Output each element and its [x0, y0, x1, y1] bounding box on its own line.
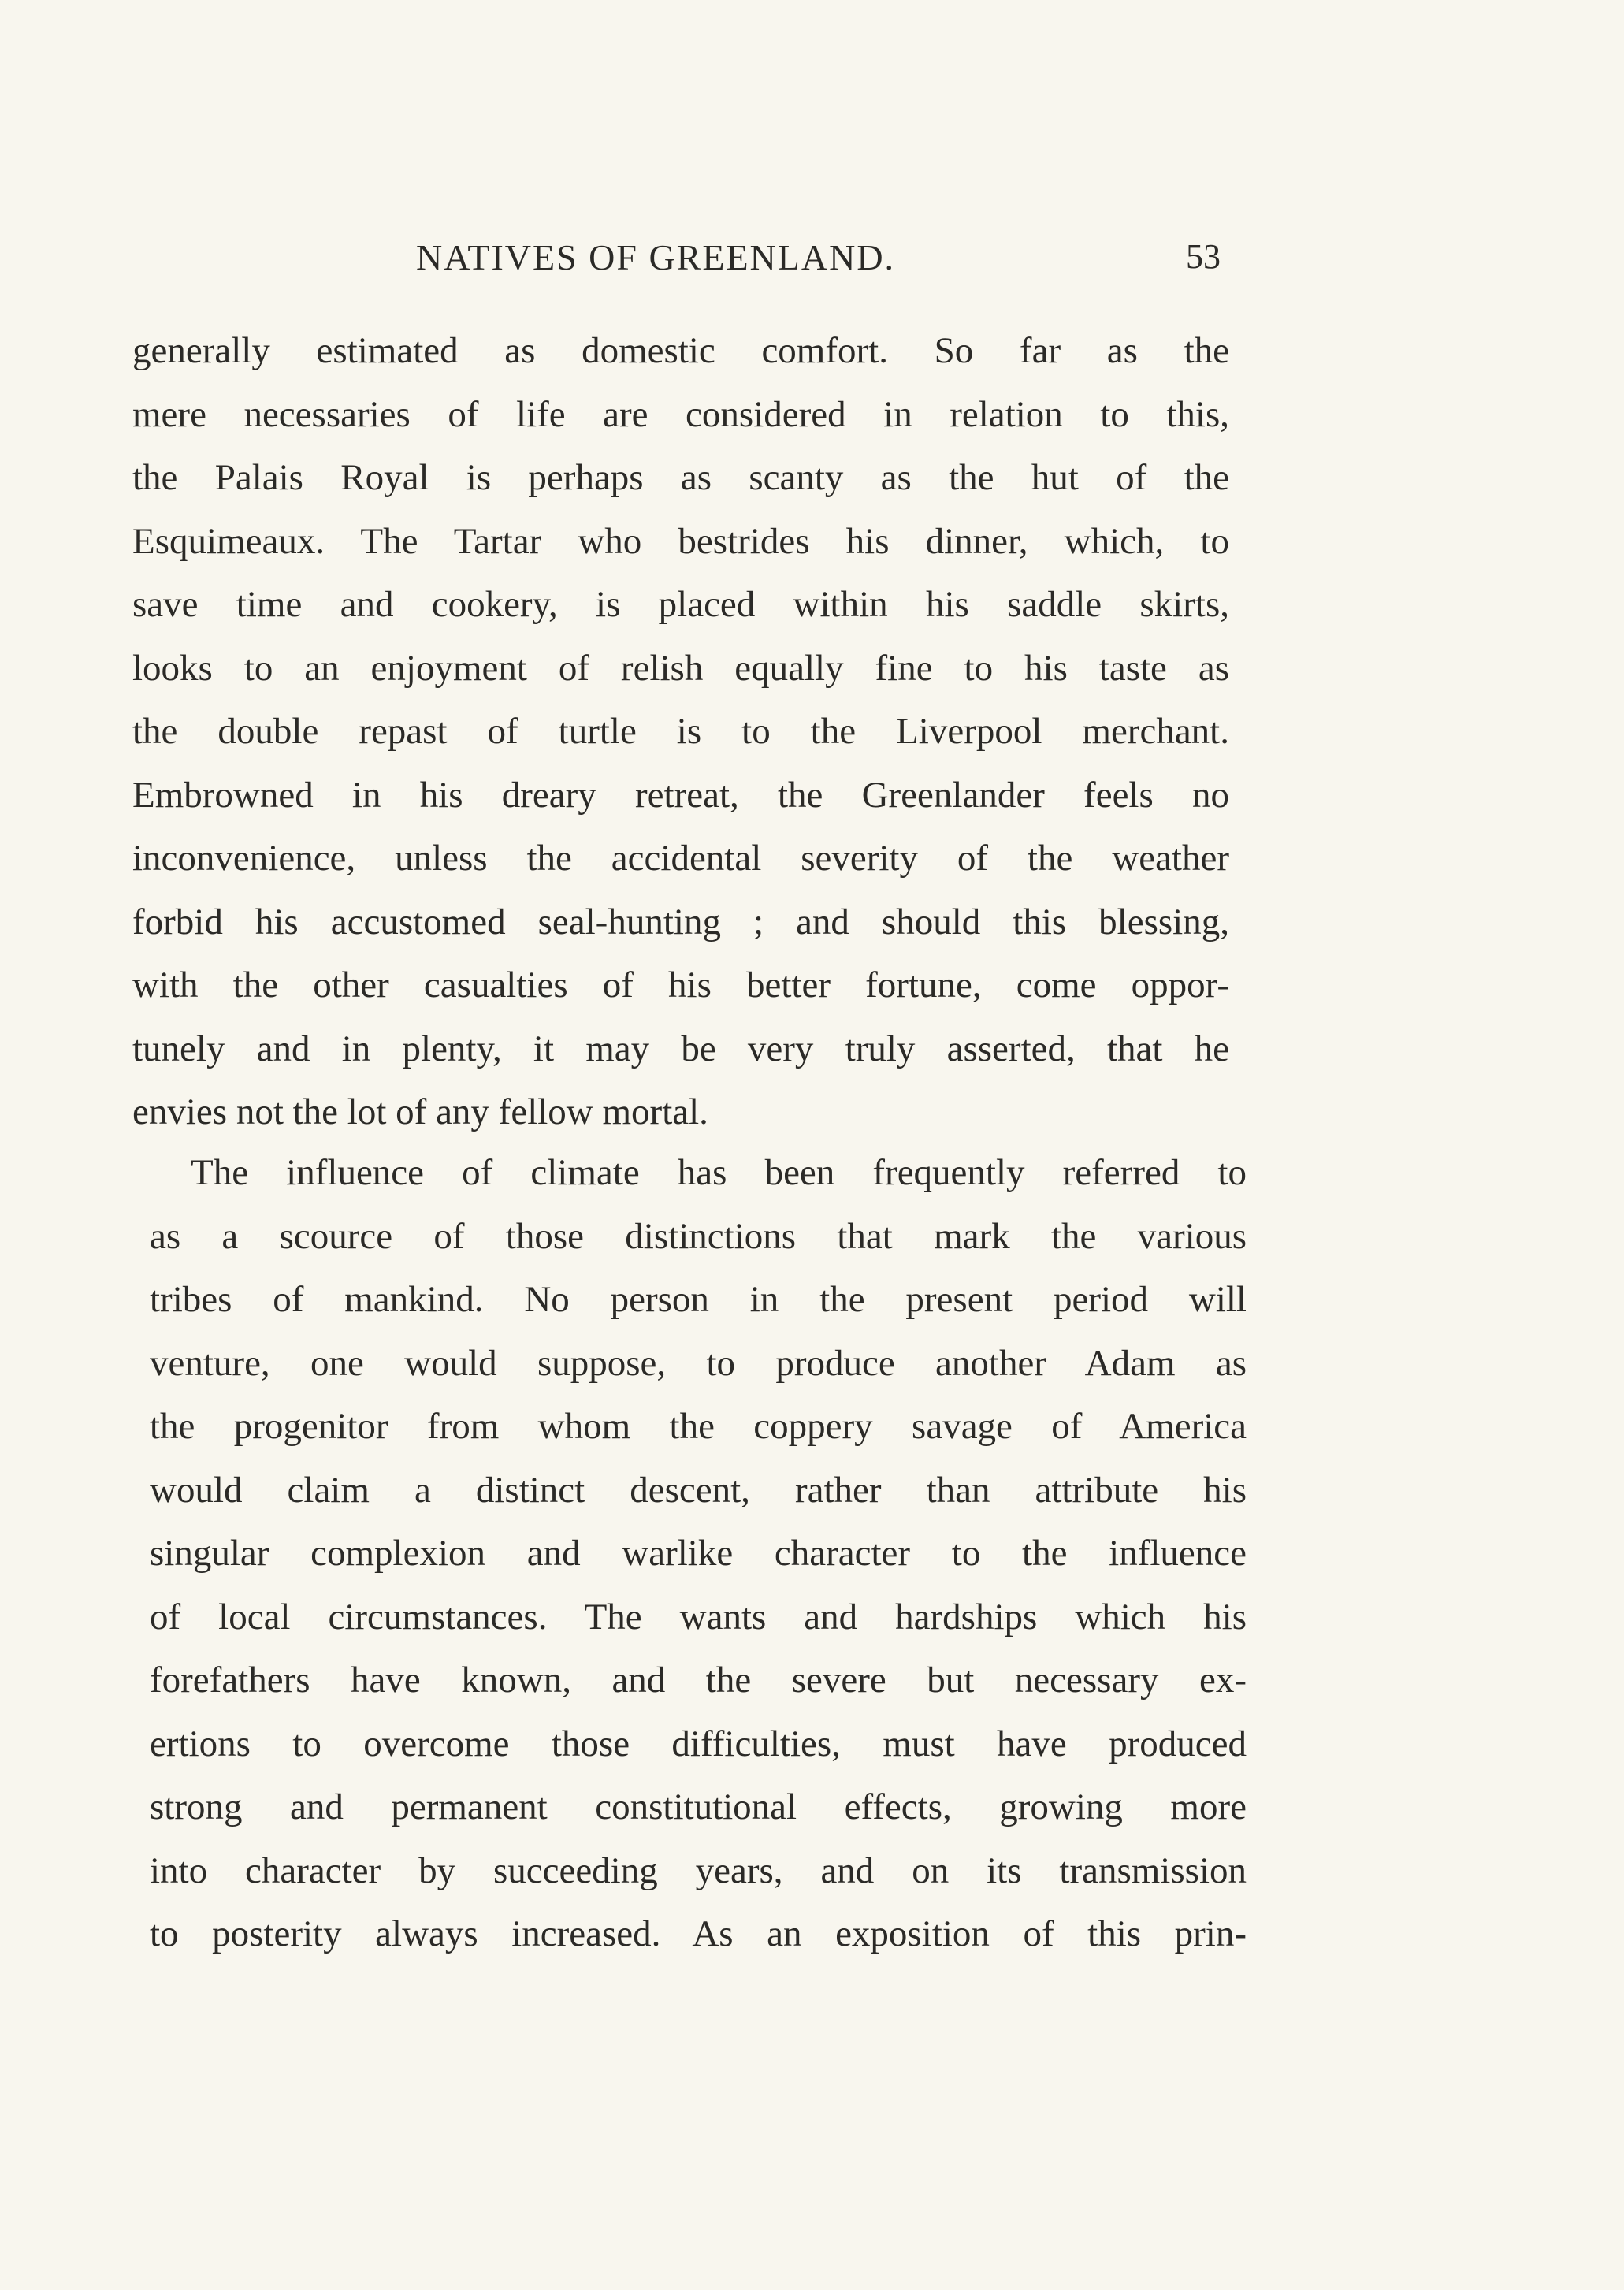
- text-line: The influence of climate has been frequently referred to: [191, 1152, 1247, 1193]
- text-line: singular complexion and warlike character to the influence: [150, 1533, 1247, 1574]
- text-line: save time and cookery, is placed within his saddle skirts,: [132, 584, 1229, 625]
- text-line: Esquimeaux. The Tartar who bestrides his dinner, which, to: [132, 520, 1229, 562]
- text-line: tribes of mankind. No person in the present period will: [150, 1279, 1247, 1320]
- text-line: Embrowned in his dreary retreat, the Greenlander feels no: [132, 774, 1229, 816]
- page-number: 53: [1186, 237, 1221, 276]
- text-line: forefathers have known, and the severe but necessary ex-: [150, 1660, 1247, 1701]
- text-line: looks to an enjoyment of relish equally fine to his taste as: [132, 647, 1229, 689]
- text-line: of local circumstances. The wants and hardships which his: [150, 1596, 1247, 1638]
- text-line: would claim a distinct descent, rather than attribute his: [150, 1469, 1247, 1511]
- text-line: as a scource of those distinctions that mark the various: [150, 1215, 1247, 1257]
- paragraph-1: [132, 319, 1236, 1144]
- paragraph-2: [150, 1141, 1253, 1966]
- running-head-title: NATIVES OF GREENLAND.: [416, 237, 896, 277]
- text-line: envies not the lot of any fellow mortal.: [132, 1091, 708, 1132]
- text-line: tunely and in plenty, it may be very truly asserted, that he: [132, 1028, 1229, 1069]
- text-line: to posterity always increased. As an exposition of this prin-: [150, 1913, 1247, 1954]
- text-line: with the other casualties of his better fortune, come oppor-: [132, 965, 1229, 1006]
- text-line: generally estimated as domestic comfort. So far as the: [132, 330, 1229, 371]
- text-line: the Palais Royal is perhaps as scanty as the hut of the: [132, 457, 1229, 498]
- text-line: venture, one would suppose, to produce another Adam as: [150, 1342, 1247, 1384]
- text-line: forbid his accustomed seal-hunting ; and should this blessing,: [132, 901, 1229, 942]
- text-line: strong and permanent constitutional effects, growing more: [150, 1786, 1247, 1827]
- text-line: mere necessaries of life are considered in relation to this,: [132, 393, 1229, 435]
- text-line: into character by succeeding years, and on its transmission: [150, 1849, 1247, 1891]
- text-line: ertions to overcome those difficulties, must have produced: [150, 1723, 1247, 1764]
- text-line: inconvenience, unless the accidental severity of the weather: [132, 838, 1229, 879]
- text-line: the progenitor from whom the coppery savage of America: [150, 1406, 1247, 1447]
- text-line: the double repast of turtle is to the Liverpool merchant.: [132, 711, 1229, 752]
